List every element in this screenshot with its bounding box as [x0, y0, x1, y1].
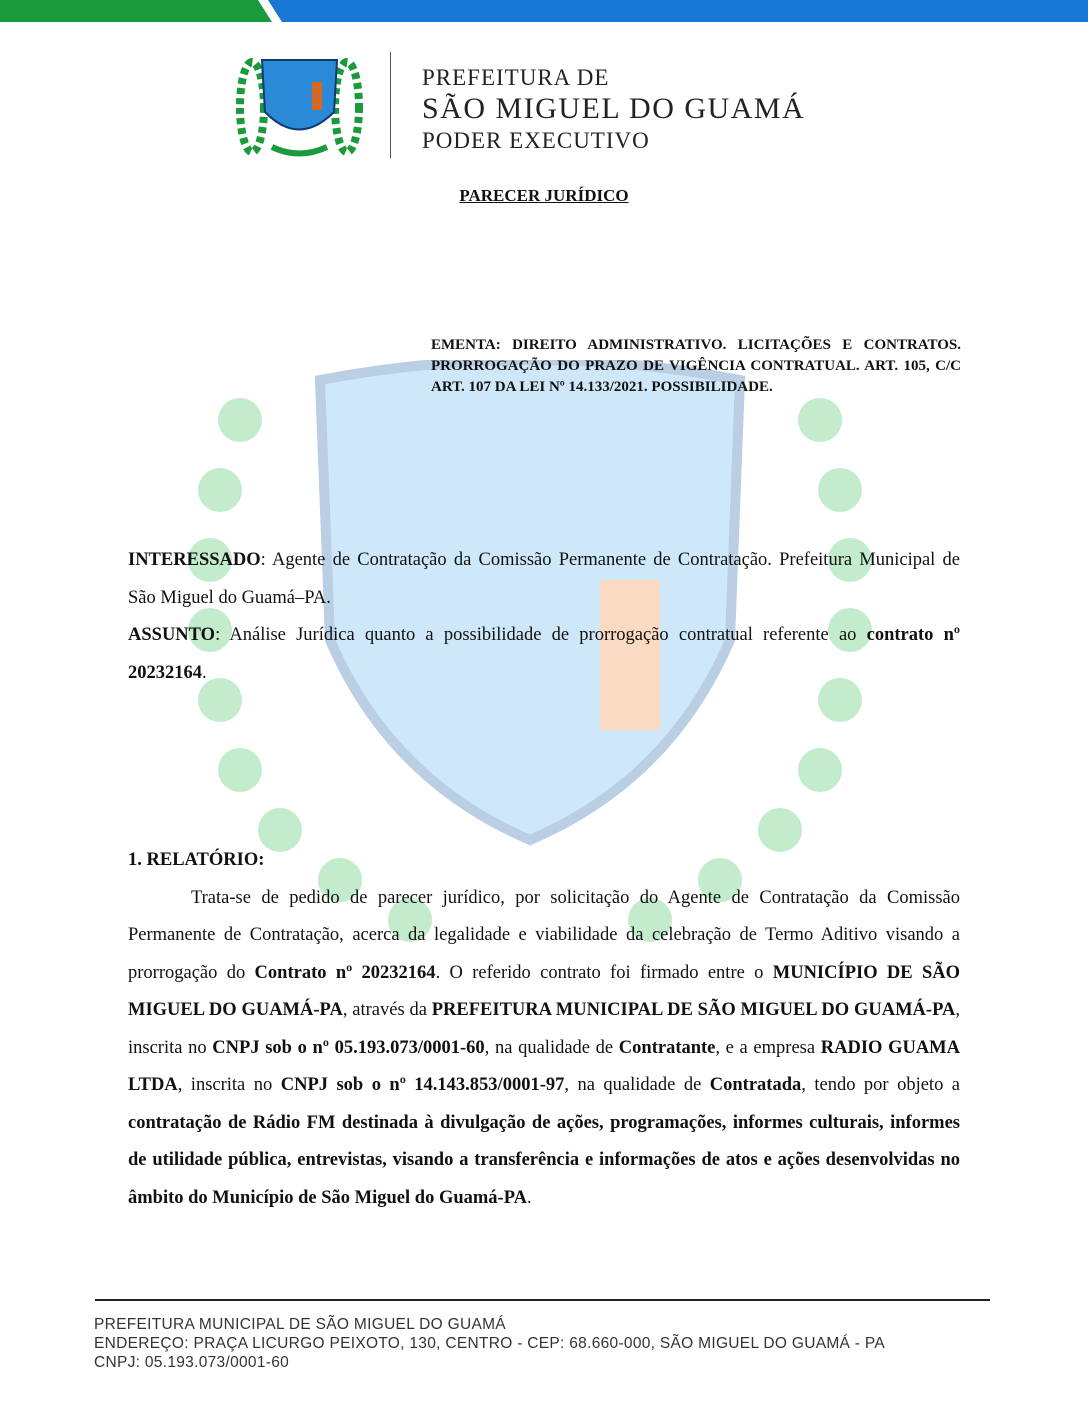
relatorio-paragraph [128, 880, 960, 1218]
header-brand [422, 64, 805, 156]
brand-line-1: PREFEITURA DE [422, 65, 610, 90]
text-run: , na qualidade de [484, 1037, 619, 1058]
bold-text-run: ASSUNTO [128, 625, 216, 645]
bold-text-run: contrato nº 20232164 [128, 625, 960, 683]
bold-text-run: PREFEITURA MUNICIPAL DE SÃO MIGUEL DO GUAMÁ-PA [431, 1000, 956, 1020]
text-run: , tendo por objeto a [801, 1075, 961, 1095]
brand-line-2: SÃO MIGUEL DO GUAMÁ [422, 92, 806, 125]
text-run: , inscrita no [177, 1075, 281, 1095]
bold-text-run: MUNICÍPIO DE SÃO MIGUEL DO GUAMÁ-PA [128, 962, 960, 1020]
municipal-coat-of-arms-logo [232, 52, 367, 160]
footer [94, 1315, 885, 1372]
bold-text-run: CNPJ sob o nº 05.193.073/0001-60 [212, 1037, 485, 1058]
bold-text-run: Contratante [618, 1037, 716, 1058]
text-run: Trata-se de pedido de parecer jurídico, por solicitação do Agente de Contratação da Comissão Permanente de Contratação, acerca da legalidade e viabilidade da celebração de Termo Aditivo visando a prorrogação do [128, 887, 960, 983]
text-run: : Análise Jurídica quanto a possibilidade de prorrogação contratual referente ao [215, 625, 867, 645]
section-relatorio [128, 842, 960, 1217]
document-title: PARECER JURÍDICO [459, 186, 629, 205]
footer-line-3: CNPJ: 05.193.073/0001-60 [94, 1354, 290, 1371]
bold-text-run: Contrato nº 20232164 [254, 962, 436, 983]
bold-text-run: contratação de Rádio FM destinada à divulgação de ações, programações, informes culturais, informes de utilidade pública, entrevistas, visando a transferência e informações de atos e ações desenvolvidas no âmbito do Município de São Miguel do Guamá-PA [128, 1112, 960, 1208]
intro-block [128, 542, 960, 692]
bold-text-run: Contratada [709, 1075, 802, 1095]
text-run: , através da [342, 1000, 432, 1020]
text-run: . [202, 662, 207, 683]
footer-line-2: ENDEREÇO: PRAÇA LICURGO PEIXOTO, 130, CENTRO - CEP: 68.660-000, SÃO MIGUEL DO GUAMÁ - PA [94, 1335, 885, 1352]
footer-line-1: PREFEITURA MUNICIPAL DE SÃO MIGUEL DO GUAMÁ [94, 1316, 506, 1333]
section-heading: 1. RELATÓRIO: [128, 850, 265, 870]
bold-text-run: CNPJ sob o nº 14.143.853/0001-97 [280, 1075, 565, 1095]
text-run: , inscrita no [128, 1000, 960, 1058]
text-run: . O referido contrato foi firmado entre o [435, 962, 773, 983]
text-run: . [526, 1187, 532, 1208]
footer-divider [95, 1299, 990, 1301]
bold-text-run: RADIO GUAMA LTDA [128, 1037, 961, 1095]
text-run: , na qualidade de [564, 1075, 710, 1095]
text-run: , e a empresa [715, 1037, 821, 1058]
interessado-paragraph [128, 542, 960, 617]
assunto-paragraph [128, 617, 960, 692]
ementa: EMENTA: DIREITO ADMINISTRATIVO. LICITAÇÕES E CONTRATOS. PRORROGAÇÃO DO PRAZO DE VIGÊNCIA CONTRATUAL. ART. 105, C/C ART. 107 DA LEI Nº 14.133/2021. POSSIBILIDADE. [431, 337, 961, 395]
text-run: : Agente de Contratação da Comissão Permanente de Contratação. Prefeitura Municipal de São Miguel do Guamá–PA. [128, 550, 960, 608]
header-color-bar [0, 0, 1088, 22]
brand-line-3: PODER EXECUTIVO [422, 128, 650, 153]
header-divider [390, 52, 391, 158]
bold-text-run: INTERESSADO [128, 550, 261, 570]
